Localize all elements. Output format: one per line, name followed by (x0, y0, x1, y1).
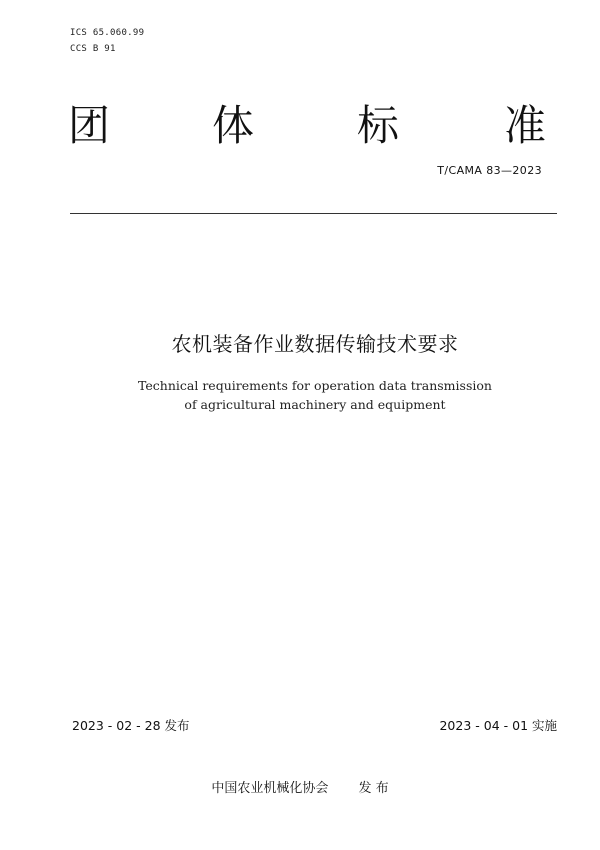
issuer-name: 中国农业机械化协会 (211, 781, 329, 796)
publish-date: 2023 - 02 - 28 发布 (72, 718, 190, 733)
issuer-line (0, 777, 600, 796)
standard-number: T/CAMA 83—2023 (437, 164, 542, 177)
group-standard-title-char-3: 标 (357, 101, 400, 150)
header-divider (70, 213, 557, 214)
document-title-english-line-2: of agricultural machinery and equipment (184, 397, 446, 412)
group-standard-title-char-2: 体 (212, 101, 255, 150)
document-title-english-line-1: Technical requirements for operation data transmission (138, 378, 492, 393)
group-standard-title-char-1: 团 (68, 101, 111, 150)
implementation-date: 2023 - 04 - 01 实施 (439, 718, 557, 733)
ics-code: ICS 65.060.99 (70, 28, 145, 38)
issuer-action: 发 布 (358, 781, 389, 796)
document-title-chinese: 农机装备作业数据传输技术要求 (171, 332, 459, 356)
ccs-code: CCS B 91 (70, 44, 116, 54)
group-standard-title-char-4: 准 (504, 101, 547, 150)
